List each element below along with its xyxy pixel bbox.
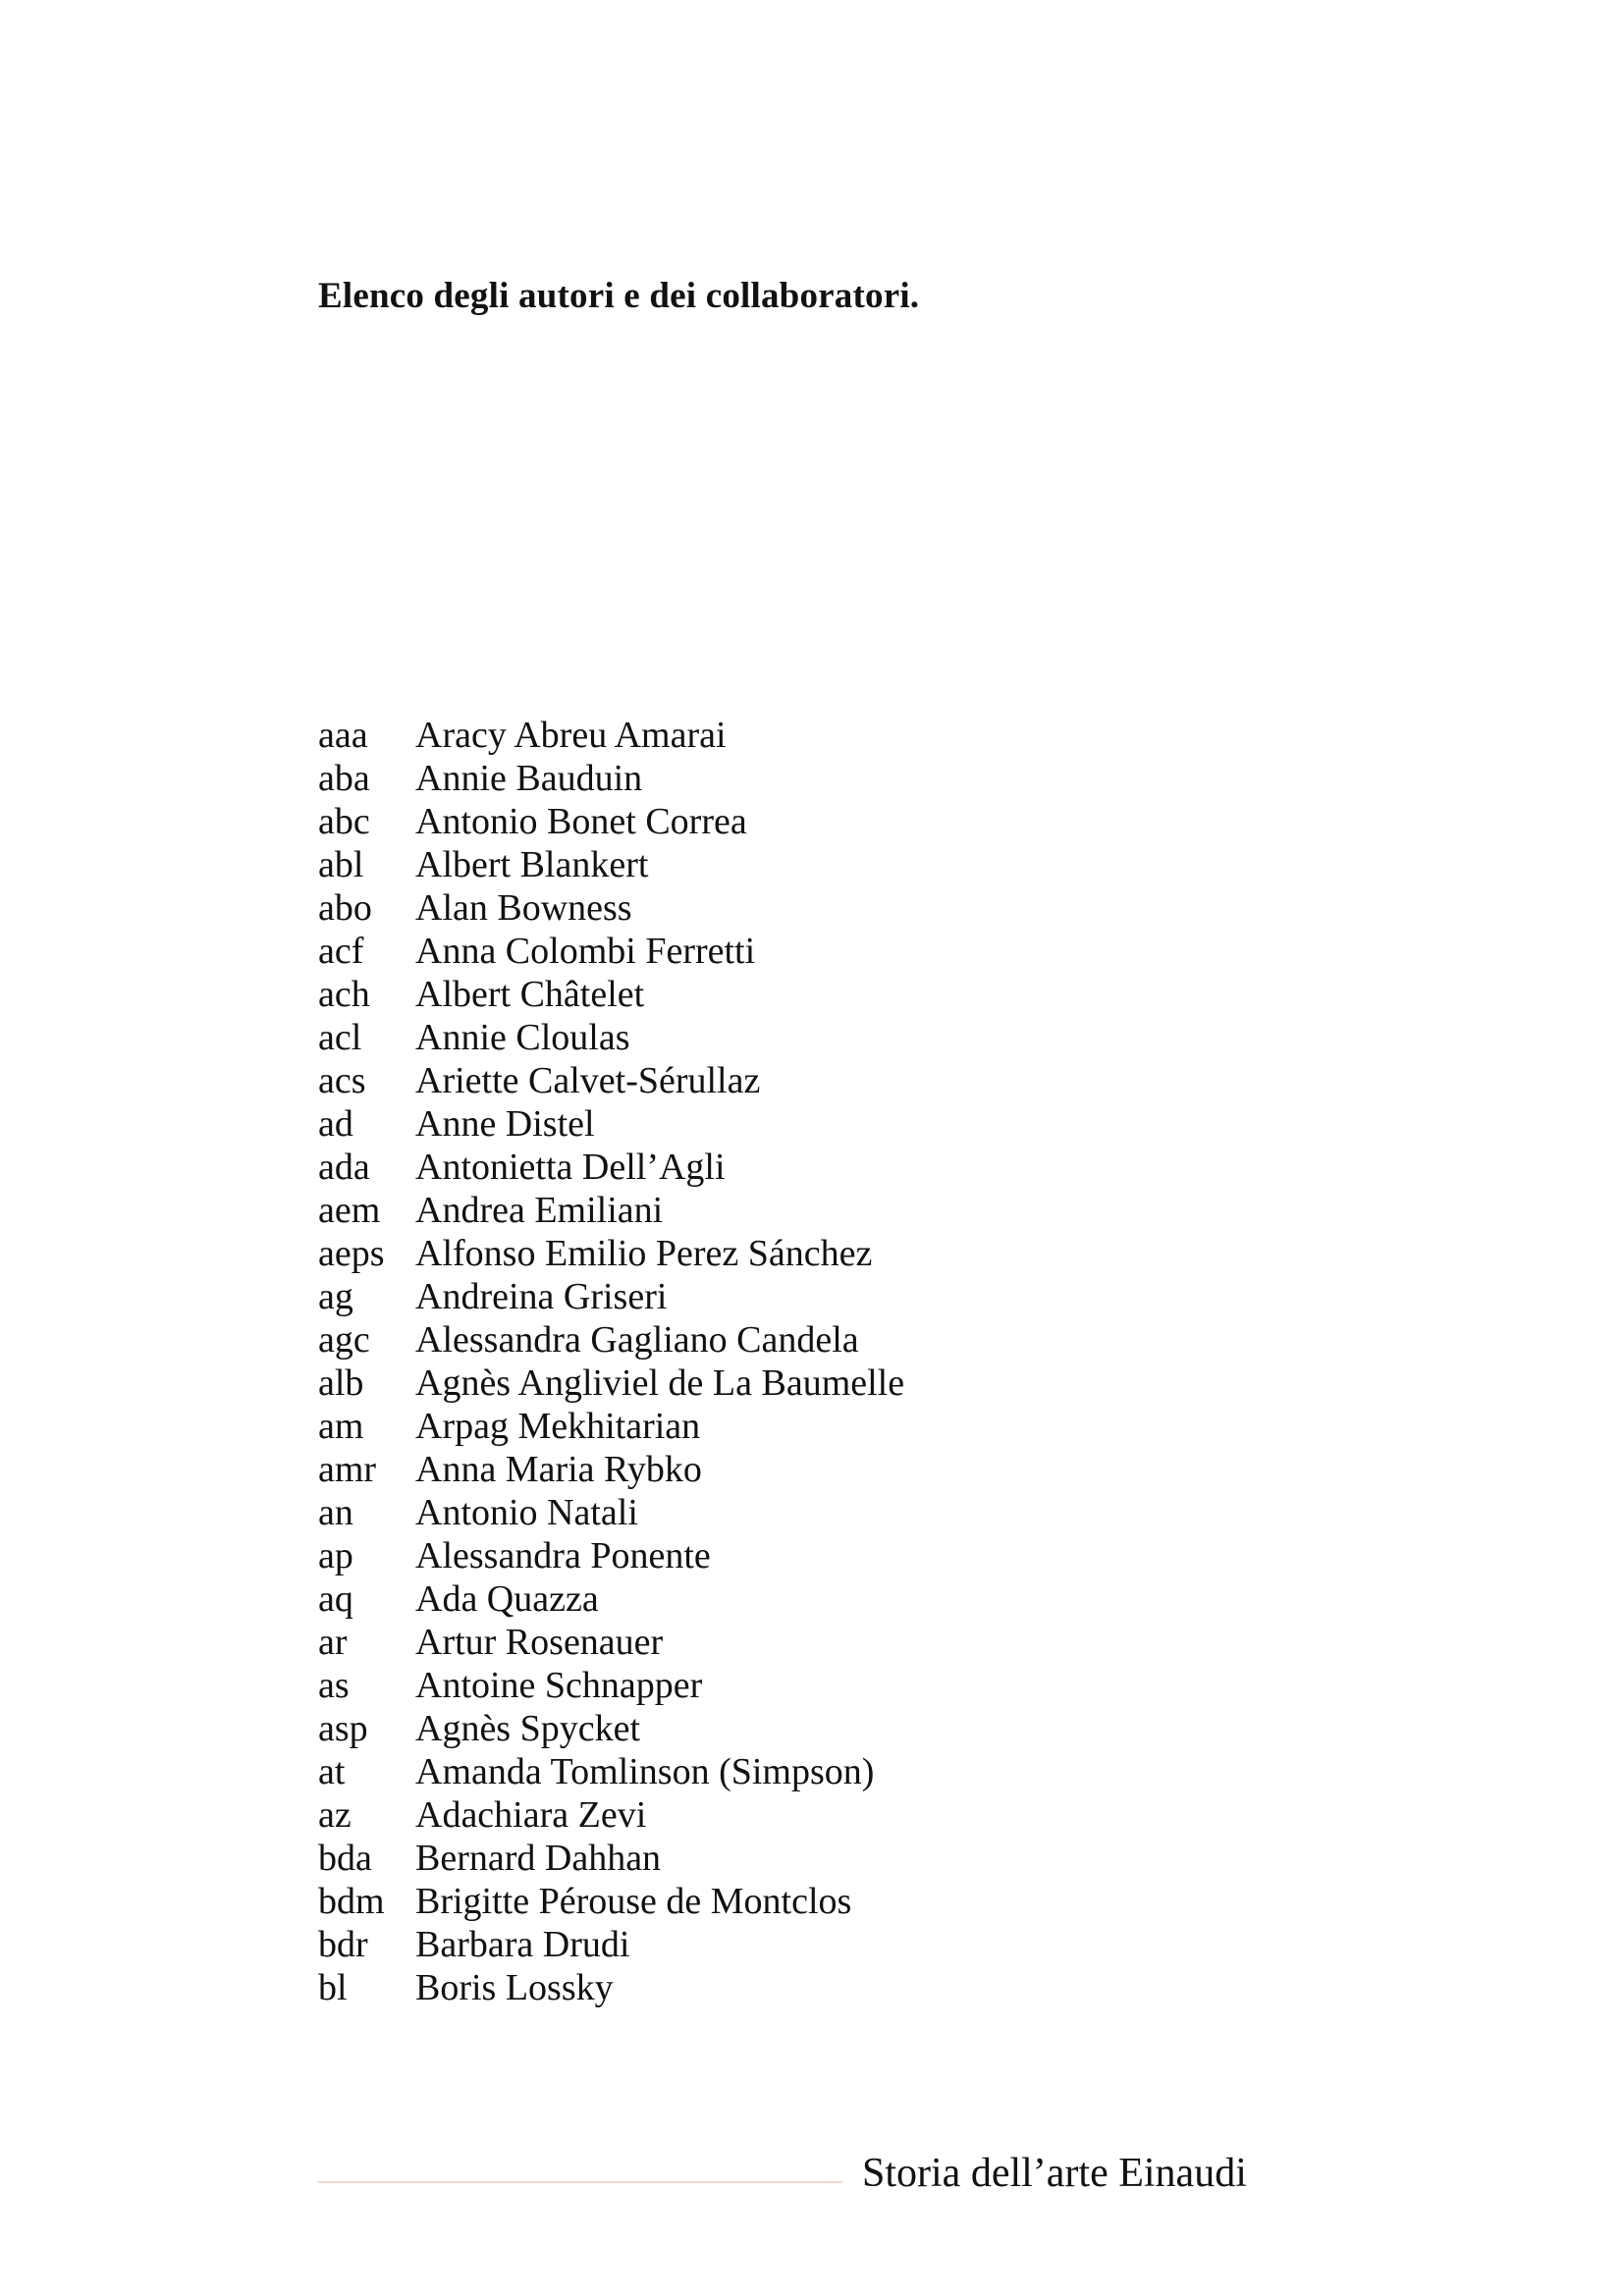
author-name: Alan Bowness xyxy=(415,887,632,929)
author-code: an xyxy=(318,1492,353,1533)
author-row xyxy=(318,843,904,886)
author-code: aem xyxy=(318,1190,381,1231)
author-row xyxy=(318,1793,904,1837)
author-name: Brigitte Pérouse de Montclos xyxy=(415,1881,852,1922)
author-row xyxy=(318,1016,904,1059)
author-row xyxy=(318,1707,904,1750)
author-name: Annie Bauduin xyxy=(415,758,643,799)
author-name: Alfonso Emilio Perez Sánchez xyxy=(415,1233,873,1274)
author-name: Ada Quazza xyxy=(415,1578,599,1620)
author-name: Artur Rosenauer xyxy=(415,1622,664,1663)
author-row xyxy=(318,1275,904,1318)
author-row xyxy=(318,1837,904,1880)
author-name: Arpag Mekhitarian xyxy=(415,1406,701,1447)
author-row xyxy=(318,1577,904,1621)
author-code: az xyxy=(318,1794,352,1836)
author-name: Agnès Spycket xyxy=(415,1708,641,1749)
author-row xyxy=(318,1189,904,1232)
author-name: Antonio Bonet Correa xyxy=(415,801,747,842)
author-name: Alessandra Gagliano Candela xyxy=(415,1319,859,1361)
author-row xyxy=(318,1318,904,1362)
author-name: Alessandra Ponente xyxy=(415,1535,711,1576)
footer-publisher: Storia dell’arte Einaudi xyxy=(862,2151,1247,2196)
author-row xyxy=(318,1232,904,1275)
author-name: Anna Colombi Ferretti xyxy=(415,931,756,972)
author-code: bda xyxy=(318,1838,372,1879)
author-row xyxy=(318,757,904,800)
author-code: ag xyxy=(318,1276,353,1317)
author-row xyxy=(318,1491,904,1534)
author-name: Aracy Abreu Amarai xyxy=(415,715,727,756)
author-code: amr xyxy=(318,1449,377,1490)
author-row xyxy=(318,1923,904,1966)
author-name: Albert Blankert xyxy=(415,844,649,885)
author-name: Bernard Dahhan xyxy=(415,1838,662,1879)
author-code: ap xyxy=(318,1535,353,1576)
author-name: Anne Distel xyxy=(415,1103,595,1145)
author-row xyxy=(318,1750,904,1793)
author-code: as xyxy=(318,1665,350,1706)
author-row xyxy=(318,1664,904,1707)
author-name: Anna Maria Rybko xyxy=(415,1449,702,1490)
author-code: ach xyxy=(318,974,370,1015)
author-name: Boris Lossky xyxy=(415,1967,614,2008)
author-code: aaa xyxy=(318,715,368,756)
author-row xyxy=(318,1059,904,1102)
author-code: acf xyxy=(318,931,364,972)
author-code: abl xyxy=(318,844,364,885)
author-row xyxy=(318,930,904,973)
author-name: Antonio Natali xyxy=(415,1492,638,1533)
author-row xyxy=(318,973,904,1016)
author-code: abo xyxy=(318,887,372,929)
author-row xyxy=(318,800,904,843)
author-code: ada xyxy=(318,1147,370,1188)
author-code: aq xyxy=(318,1578,353,1620)
author-row xyxy=(318,1621,904,1664)
author-row xyxy=(318,1102,904,1146)
author-name: Andrea Emiliani xyxy=(415,1190,664,1231)
author-list xyxy=(318,714,904,2009)
author-code: aba xyxy=(318,758,370,799)
author-row xyxy=(318,1448,904,1491)
author-code: at xyxy=(318,1751,346,1792)
author-code: agc xyxy=(318,1319,370,1361)
author-code: asp xyxy=(318,1708,368,1749)
author-row xyxy=(318,1146,904,1189)
author-name: Andreina Griseri xyxy=(415,1276,668,1317)
author-row xyxy=(318,1966,904,2009)
author-row xyxy=(318,886,904,930)
author-code: bl xyxy=(318,1967,348,2008)
author-row xyxy=(318,1405,904,1448)
author-name: Albert Châtelet xyxy=(415,974,645,1015)
author-row xyxy=(318,1880,904,1923)
author-name: Amanda Tomlinson (Simpson) xyxy=(415,1751,875,1792)
author-code: abc xyxy=(318,801,370,842)
author-name: Barbara Drudi xyxy=(415,1924,630,1965)
author-row xyxy=(318,1362,904,1405)
author-name: Agnès Angliviel de La Baumelle xyxy=(415,1362,905,1404)
author-code: aeps xyxy=(318,1233,385,1274)
author-name: Ariette Calvet-Sérullaz xyxy=(415,1060,761,1101)
author-name: Antoine Schnapper xyxy=(415,1665,703,1706)
author-name: Adachiara Zevi xyxy=(415,1794,647,1836)
author-name: Annie Cloulas xyxy=(415,1017,630,1058)
author-row xyxy=(318,1534,904,1577)
footer-divider xyxy=(318,2181,842,2183)
author-code: bdm xyxy=(318,1881,385,1922)
page-title: Elenco degli autori e dei collaboratori. xyxy=(318,276,920,316)
author-code: ad xyxy=(318,1103,353,1145)
author-code: acl xyxy=(318,1017,362,1058)
author-code: ar xyxy=(318,1622,348,1663)
author-row xyxy=(318,714,904,757)
author-code: bdr xyxy=(318,1924,368,1965)
author-code: am xyxy=(318,1406,364,1447)
author-name: Antonietta Dell’Agli xyxy=(415,1147,726,1188)
author-code: acs xyxy=(318,1060,366,1101)
author-code: alb xyxy=(318,1362,364,1404)
